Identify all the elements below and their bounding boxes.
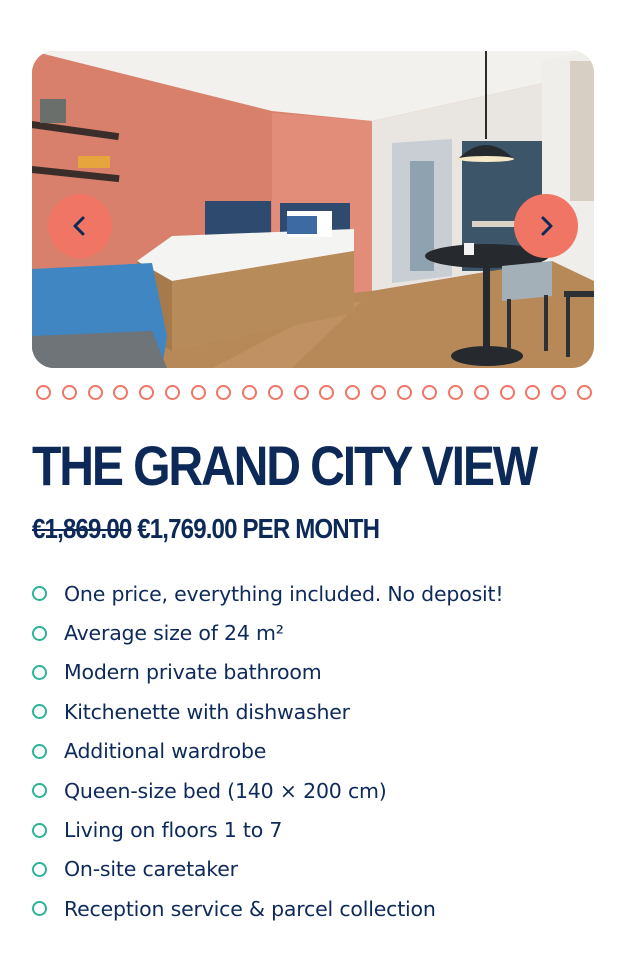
carousel-prev-button[interactable]: [48, 194, 112, 258]
circle-bullet-icon: [32, 823, 47, 838]
carousel-dot[interactable]: [36, 385, 51, 400]
current-price: €1,769.00 PER MONTH: [137, 513, 380, 544]
feature-item: [32, 613, 612, 652]
feature-item: [32, 810, 612, 849]
circle-bullet-icon: [32, 862, 47, 877]
chevron-right-icon: [535, 215, 557, 237]
listing-price: [32, 511, 531, 547]
carousel-dot[interactable]: [62, 385, 77, 400]
old-price: €1,869.00: [32, 513, 132, 544]
circle-bullet-icon: [32, 586, 47, 601]
feature-text: Average size of 24 m²: [64, 621, 284, 646]
carousel-next-button[interactable]: [514, 194, 578, 258]
feature-item: [32, 574, 612, 613]
carousel-dot[interactable]: [474, 385, 489, 400]
feature-text: On-site caretaker: [64, 857, 238, 882]
carousel-dot[interactable]: [422, 385, 437, 400]
listing-title: THE GRAND CITY VIEW: [32, 434, 537, 497]
feature-text: Additional wardrobe: [64, 739, 267, 764]
feature-text: One price, everything included. No deposit!: [64, 581, 504, 606]
carousel-dot[interactable]: [294, 385, 309, 400]
feature-item: [32, 889, 612, 928]
carousel-dot[interactable]: [139, 385, 154, 400]
carousel-pagination: [36, 383, 592, 401]
carousel-dot[interactable]: [500, 385, 515, 400]
circle-bullet-icon: [32, 704, 47, 719]
feature-text: Reception service & parcel collection: [64, 896, 436, 921]
carousel-dot[interactable]: [165, 385, 180, 400]
chevron-left-icon: [69, 215, 91, 237]
carousel-dot[interactable]: [448, 385, 463, 400]
circle-bullet-icon: [32, 626, 47, 641]
feature-item: [32, 653, 612, 692]
circle-bullet-icon: [32, 665, 47, 680]
feature-item: [32, 771, 612, 810]
feature-item: [32, 692, 612, 731]
carousel-dot[interactable]: [113, 385, 128, 400]
feature-item: [32, 850, 612, 889]
carousel-dot[interactable]: [191, 385, 206, 400]
feature-text: Queen-size bed (140 × 200 cm): [64, 778, 387, 803]
feature-text: Modern private bathroom: [64, 660, 322, 685]
circle-bullet-icon: [32, 901, 47, 916]
feature-list: [32, 574, 612, 929]
circle-bullet-icon: [32, 783, 47, 798]
feature-text: Kitchenette with dishwasher: [64, 699, 350, 724]
carousel-dot[interactable]: [525, 385, 540, 400]
room-photo: [32, 51, 594, 368]
carousel-dot[interactable]: [551, 385, 566, 400]
carousel-dot[interactable]: [577, 385, 592, 400]
carousel-dot[interactable]: [345, 385, 360, 400]
carousel-dot[interactable]: [268, 385, 283, 400]
carousel-dot[interactable]: [397, 385, 412, 400]
circle-bullet-icon: [32, 744, 47, 759]
carousel-dot[interactable]: [319, 385, 334, 400]
feature-item: [32, 732, 612, 771]
carousel-dot[interactable]: [242, 385, 257, 400]
feature-text: Living on floors 1 to 7: [64, 818, 283, 843]
carousel-dot[interactable]: [371, 385, 386, 400]
carousel-dot[interactable]: [88, 385, 103, 400]
carousel-dot[interactable]: [216, 385, 231, 400]
photo-carousel[interactable]: [32, 51, 594, 368]
